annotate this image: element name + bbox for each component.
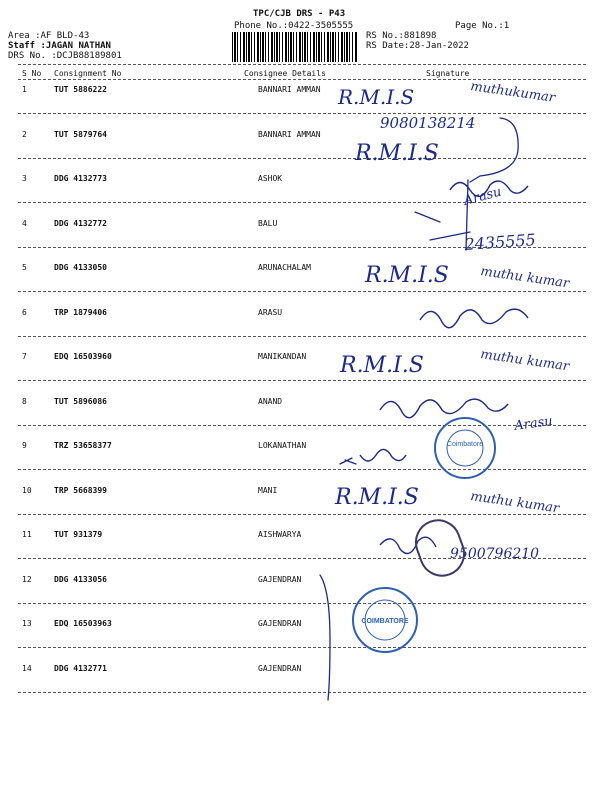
row-consignment: TRP 5668399 [54, 485, 107, 495]
row-consignee: GAJENDRAN [258, 574, 302, 584]
row5-name: muthu kumar [479, 264, 571, 292]
ink-bracket-1 [470, 118, 518, 182]
row-consignee: BANNARI AMMAN [258, 85, 321, 94]
row-consignment: TUT 5886222 [54, 85, 107, 94]
row-consignment: DDG 4132771 [54, 663, 107, 673]
row-consignment: EDQ 16503960 [54, 352, 112, 361]
phone-number: Phone No.:0422-3505555 [234, 21, 354, 31]
row-sno: 12 [22, 574, 32, 584]
row-consignee: GAJENDRAN [258, 619, 302, 628]
rs-number: RS No.:881898 [366, 31, 437, 41]
row5-signature: R.M.I.S [365, 263, 449, 288]
col-sno: S No [22, 69, 42, 78]
row-consignee: BALU [258, 218, 278, 228]
row-consignment: DDG 4132773 [54, 174, 107, 183]
row-sno: 4 [22, 218, 27, 228]
row-sno: 8 [22, 396, 27, 406]
col-consignment: Consignment No [54, 69, 122, 78]
row-consignee: ASHOK [258, 174, 283, 183]
row-consignment: TRP 1879406 [54, 307, 107, 317]
row-consignment: DDG 4133050 [54, 263, 107, 272]
row-sno: 10 [22, 485, 32, 495]
drs-number: DRS No. :DCJB88189801 [8, 51, 122, 61]
row-consignee: GAJENDRAN [258, 663, 302, 673]
row-sno: 2 [22, 129, 27, 139]
area-label: Area :AF BLD-43 [8, 31, 90, 41]
row-consignee: AISHWARYA [258, 530, 302, 539]
row1-name: muthukumar [469, 79, 556, 106]
row-consignment: TUT 931379 [54, 530, 103, 539]
row7-signature: R.M.I.S [340, 353, 424, 378]
col-consignee: Consignee Details [244, 69, 326, 78]
row-sno: 11 [22, 530, 32, 539]
row-consignment: TUT 5896086 [54, 396, 107, 406]
ink-tick-1 [415, 212, 440, 222]
stamp1-city: Coimbatore [446, 441, 484, 448]
row-sno: 1 [22, 85, 27, 94]
row-sno: 3 [22, 174, 27, 183]
row-consignee: LOKANATHAN [258, 441, 307, 450]
row-sno: 6 [22, 307, 27, 317]
rs-date: RS Date:28-Jan-2022 [366, 41, 469, 51]
document-title: TPC/CJB DRS - P43 [253, 9, 346, 19]
row-consignee: BANNARI AMMAN [258, 129, 321, 139]
row-consignee: MANIKANDAN [258, 352, 307, 361]
row8-scribble [380, 399, 508, 418]
row-consignment: DDG 4132772 [54, 218, 107, 228]
row-consignment: EDQ 16503963 [54, 619, 112, 628]
row-consignee: ANAND [258, 396, 283, 406]
row11-phone: 9500796210 [450, 546, 540, 562]
ink-tick-4 [345, 460, 356, 464]
row-sno: 5 [22, 263, 27, 272]
page-number: Page No.:1 [455, 21, 510, 31]
company-stamp-1 [435, 418, 495, 478]
row4-name: Arasu [462, 184, 504, 209]
row10-name: muthu kumar [469, 489, 561, 517]
ink-bracket-2 [320, 575, 330, 700]
row-sno: 14 [22, 663, 32, 673]
stamp3-city: COIMBATORE [361, 618, 409, 625]
row-consignment: TUT 5879764 [54, 129, 107, 139]
row7-name: muthu kumar [479, 347, 571, 375]
row-consignment: DDG 4133056 [54, 574, 107, 584]
row-sno: 9 [22, 441, 27, 450]
row1-signature: R.M.I.S [338, 85, 415, 109]
row11-scribble [380, 537, 436, 553]
staff-label: Staff :JAGAN NATHAN [8, 41, 111, 51]
col-signature: Signature [426, 69, 470, 78]
row-consignee: MANI [258, 485, 278, 495]
row6-scribble [420, 309, 528, 328]
row4-phone: 2435555 [463, 230, 537, 254]
row-consignment: TRZ 53658377 [54, 441, 112, 450]
row8-name: Arasu [513, 413, 554, 434]
row-sno: 7 [22, 352, 27, 361]
row1-phone: 9080138214 [380, 114, 476, 132]
row9-scribble [360, 449, 406, 461]
row-sno: 13 [22, 619, 32, 628]
row10-signature: R.M.I.S [335, 485, 419, 510]
company-stamp-3 [353, 588, 417, 652]
row-consignee: ARASU [258, 307, 283, 317]
row2-signature: R.M.I.S [355, 141, 439, 166]
row-consignee: ARUNACHALAM [258, 263, 311, 272]
